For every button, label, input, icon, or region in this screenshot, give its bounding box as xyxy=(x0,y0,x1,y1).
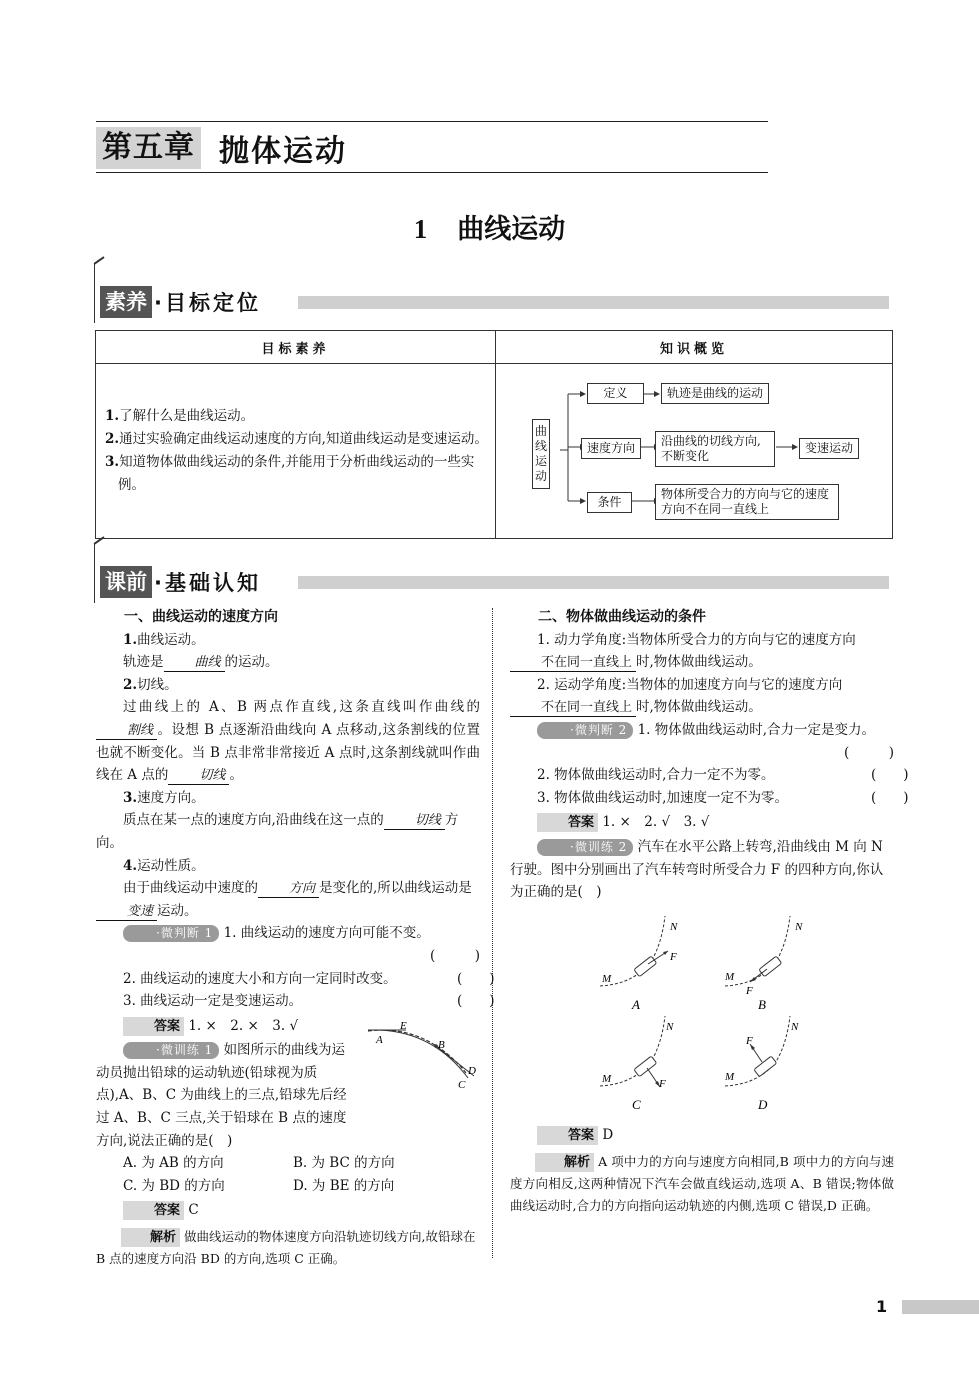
section-bar xyxy=(298,576,889,589)
option-b: B. 为 BC 的方向 xyxy=(293,1155,395,1172)
shotput-trajectory-figure xyxy=(362,1016,486,1098)
svg-text:N: N xyxy=(670,921,678,933)
fig-label-d: D xyxy=(468,1065,476,1077)
mindmap-speed-result: 变速运动 xyxy=(799,438,859,459)
page-number-bar xyxy=(902,1300,979,1314)
left-train-answer: 答案 C xyxy=(96,1199,480,1222)
left-judge-1-paren: ( ) xyxy=(430,947,480,964)
goal-list xyxy=(97,405,494,497)
fig-label-a: A xyxy=(376,1034,383,1046)
section-goals-header xyxy=(100,285,261,319)
left-options-row-1 xyxy=(96,1152,480,1175)
left-item-3-body: 质点在某一点的速度方向,沿曲线在这一点的 切线 方向。 xyxy=(96,812,459,851)
column-divider xyxy=(492,608,493,1258)
svg-text:F: F xyxy=(746,985,753,997)
fig-caption-c: C xyxy=(632,1097,641,1112)
mindmap-cell xyxy=(496,364,893,539)
goal-item: 3.知道物体做曲线运动的条件,并能用于分析曲线运动的一些实例。 xyxy=(105,454,475,493)
svg-text:M: M xyxy=(725,1071,735,1083)
left-options-row-2 xyxy=(96,1175,480,1198)
section-tag: 课前 xyxy=(100,566,152,598)
mindmap-speed-label: 速度方向 xyxy=(581,438,641,459)
section-tag: 素养 xyxy=(100,286,152,318)
goal-item: 1.了解什么是曲线运动。 xyxy=(105,408,255,424)
overview-col-header: 知识概览 xyxy=(496,331,893,364)
mindmap-def-label: 定义 xyxy=(587,383,644,404)
right-item-2: 2. 运动学角度:当物体的加速度方向与它的速度方向不在同一直线上 时,物体做曲线运动。 xyxy=(510,674,894,719)
right-judge-1: ·微判断 2 1. 物体做曲线运动时,合力一定是变力。 xyxy=(510,719,894,742)
svg-text:M: M xyxy=(725,971,735,983)
train-tag: ·微训练 2 xyxy=(537,839,633,856)
mindmap-def-value: 轨迹是曲线的运动 xyxy=(661,383,769,404)
right-column-answer xyxy=(510,1124,894,1217)
chapter-top-rule xyxy=(96,121,768,122)
section-corner-mark xyxy=(94,543,109,603)
left-item-1: 1.曲线运动。 xyxy=(123,631,205,648)
left-judge-1: ·微判断 1 1. 曲线运动的速度方向可能不变。 xyxy=(96,922,480,945)
mindmap-cond-value: 物体所受合力的方向与它的速度方向不在同一直线上 xyxy=(655,484,839,520)
car-option-b xyxy=(724,916,803,1012)
chapter-bottom-rule xyxy=(96,172,768,173)
right-train-explain: 解析 A 项中力的方向与速度方向相同,B 项中力的方向与速度方向相反,这两种情况下汽车会做直线运动,选项 A、B 错误;物体做曲线运动时,合力的方向指向运动轨迹的内侧,选项 C 错误,D 正确。 xyxy=(510,1153,894,1213)
svg-text:N: N xyxy=(791,1021,799,1033)
left-heading: 一、曲线运动的速度方向 xyxy=(124,609,278,625)
section-basics-header xyxy=(100,565,261,599)
right-train-question: ·微训练 2 汽车在水平公路上转弯,沿曲线由 M 向 N 行驶。图中分别画出了汽车转弯时所受合力 F 的四种方向,你认为正确的是( ) xyxy=(510,838,884,901)
svg-text:F: F xyxy=(746,1035,753,1047)
mindmap-root: 曲线运动 xyxy=(532,419,550,489)
left-judge-3: ( ) 3. 曲线运动一定是变速运动。 xyxy=(123,993,495,1010)
left-item-1-body: 轨迹是 曲线 的运动。 xyxy=(123,654,279,671)
left-column xyxy=(96,606,495,1270)
right-column xyxy=(510,606,909,904)
left-item-4: 4.运动性质。 xyxy=(123,857,205,874)
left-train-explain: 解析 做曲线运动的物体速度方向沿轨迹切线方向,故铅球在 B 点的速度方向沿 BD 的方向,选项 C 正确。 xyxy=(96,1229,476,1267)
fig-label-e: E xyxy=(400,1020,407,1032)
section-title: ·目标定位 xyxy=(154,291,261,315)
goal-list-cell xyxy=(96,364,496,539)
chapter-number: 第五章 xyxy=(96,127,201,169)
section-title: ·基础认知 xyxy=(154,571,261,595)
mindmap-speed-value: 沿曲线的切线方向,不断变化 xyxy=(655,431,775,467)
left-item-2-body: 过曲线上的 A、B 两点作直线,这条直线叫作曲线的割线 。设想 B 点逐渐沿曲线向 A 点移动,这条割线的位置也就不断变化。当 B 点非常非常接近 A 点时,这条割线就叫作曲线在 A 点的 切线 。 xyxy=(96,699,480,784)
right-heading: 二、物体做曲线运动的条件 xyxy=(538,609,706,625)
fig-caption-d: D xyxy=(758,1097,768,1112)
left-item-3: 3.速度方向。 xyxy=(123,789,205,806)
judge-tag: ·微判断 1 xyxy=(123,925,219,942)
svg-text:M: M xyxy=(602,1073,612,1085)
train-tag: ·微训练 1 xyxy=(123,1042,219,1059)
page-number: 1 xyxy=(876,1297,888,1316)
right-item-1: 1. 动力学角度:当物体所受合力的方向与它的速度方向不在同一直线上 时,物体做曲线运动。 xyxy=(510,629,894,674)
goal-item: 2.通过实验确定曲线运动速度的方向,知道曲线运动是变速运动。 xyxy=(105,431,488,447)
option-a: A. 为 AB 的方向 xyxy=(123,1155,224,1172)
left-judge-answer: 答案 1. × 2. × 3. √ xyxy=(96,1015,480,1038)
chapter-title xyxy=(96,127,347,169)
fig-caption-a: A xyxy=(632,997,640,1012)
judge-tag: ·微判断 2 xyxy=(537,722,633,739)
option-c: C. 为 BD 的方向 xyxy=(123,1177,225,1194)
goal-table xyxy=(95,330,893,539)
lesson-name: 曲线运动 xyxy=(457,214,566,245)
lesson-title xyxy=(0,207,979,246)
left-item-4-body: 由于曲线运动中速度的 方向 是变化的,所以曲线运动是变速 运动。 xyxy=(96,877,480,922)
left-judge-2: ( ) 2. 曲线运动的速度大小和方向一定同时改变。 xyxy=(123,970,495,987)
car-option-a xyxy=(600,916,678,1012)
left-item-2: 2.切线。 xyxy=(123,676,178,693)
car-turning-figures xyxy=(590,912,830,1117)
mindmap-cond-label: 条件 xyxy=(587,492,632,513)
fig-caption-b: B xyxy=(758,997,766,1012)
svg-text:N: N xyxy=(666,1021,674,1033)
right-judge-1-paren: ( ) xyxy=(844,744,894,761)
section-bar xyxy=(298,296,889,309)
option-d: D. 为 BE 的方向 xyxy=(293,1177,395,1194)
svg-text:M: M xyxy=(602,973,612,985)
lesson-number: 1 xyxy=(413,214,428,244)
car-option-d xyxy=(724,1016,799,1112)
right-judge-3: ( ) 3. 物体做曲线运动时,加速度一定不为零。 xyxy=(537,789,909,806)
fig-label-c: C xyxy=(458,1079,466,1091)
right-train-answer: 答案 D xyxy=(510,1124,894,1147)
svg-text:F: F xyxy=(670,951,677,963)
chapter-name: 抛体运动 xyxy=(219,134,347,169)
car-option-c xyxy=(600,1016,674,1112)
svg-text:N: N xyxy=(795,921,803,933)
right-judge-answer: 答案 1. × 2. √ 3. √ xyxy=(510,811,894,834)
left-train-question: ·微训练 1 如图所示的曲线为运动员抛出铅球的运动轨迹(铅球视为质点),A、B、C 为曲线上的三点,铅球先后经过 A、B、C 三点,关于铅球在 B 点的速度方向,说法正确的是( ) xyxy=(96,1042,347,1149)
fig-label-b: B xyxy=(438,1039,445,1051)
right-judge-2: ( ) 2. 物体做曲线运动时,合力一定不为零。 xyxy=(537,767,909,784)
svg-text:F: F xyxy=(659,1078,666,1090)
section-corner-mark xyxy=(94,263,109,323)
goal-col-header: 目标素养 xyxy=(96,331,496,364)
